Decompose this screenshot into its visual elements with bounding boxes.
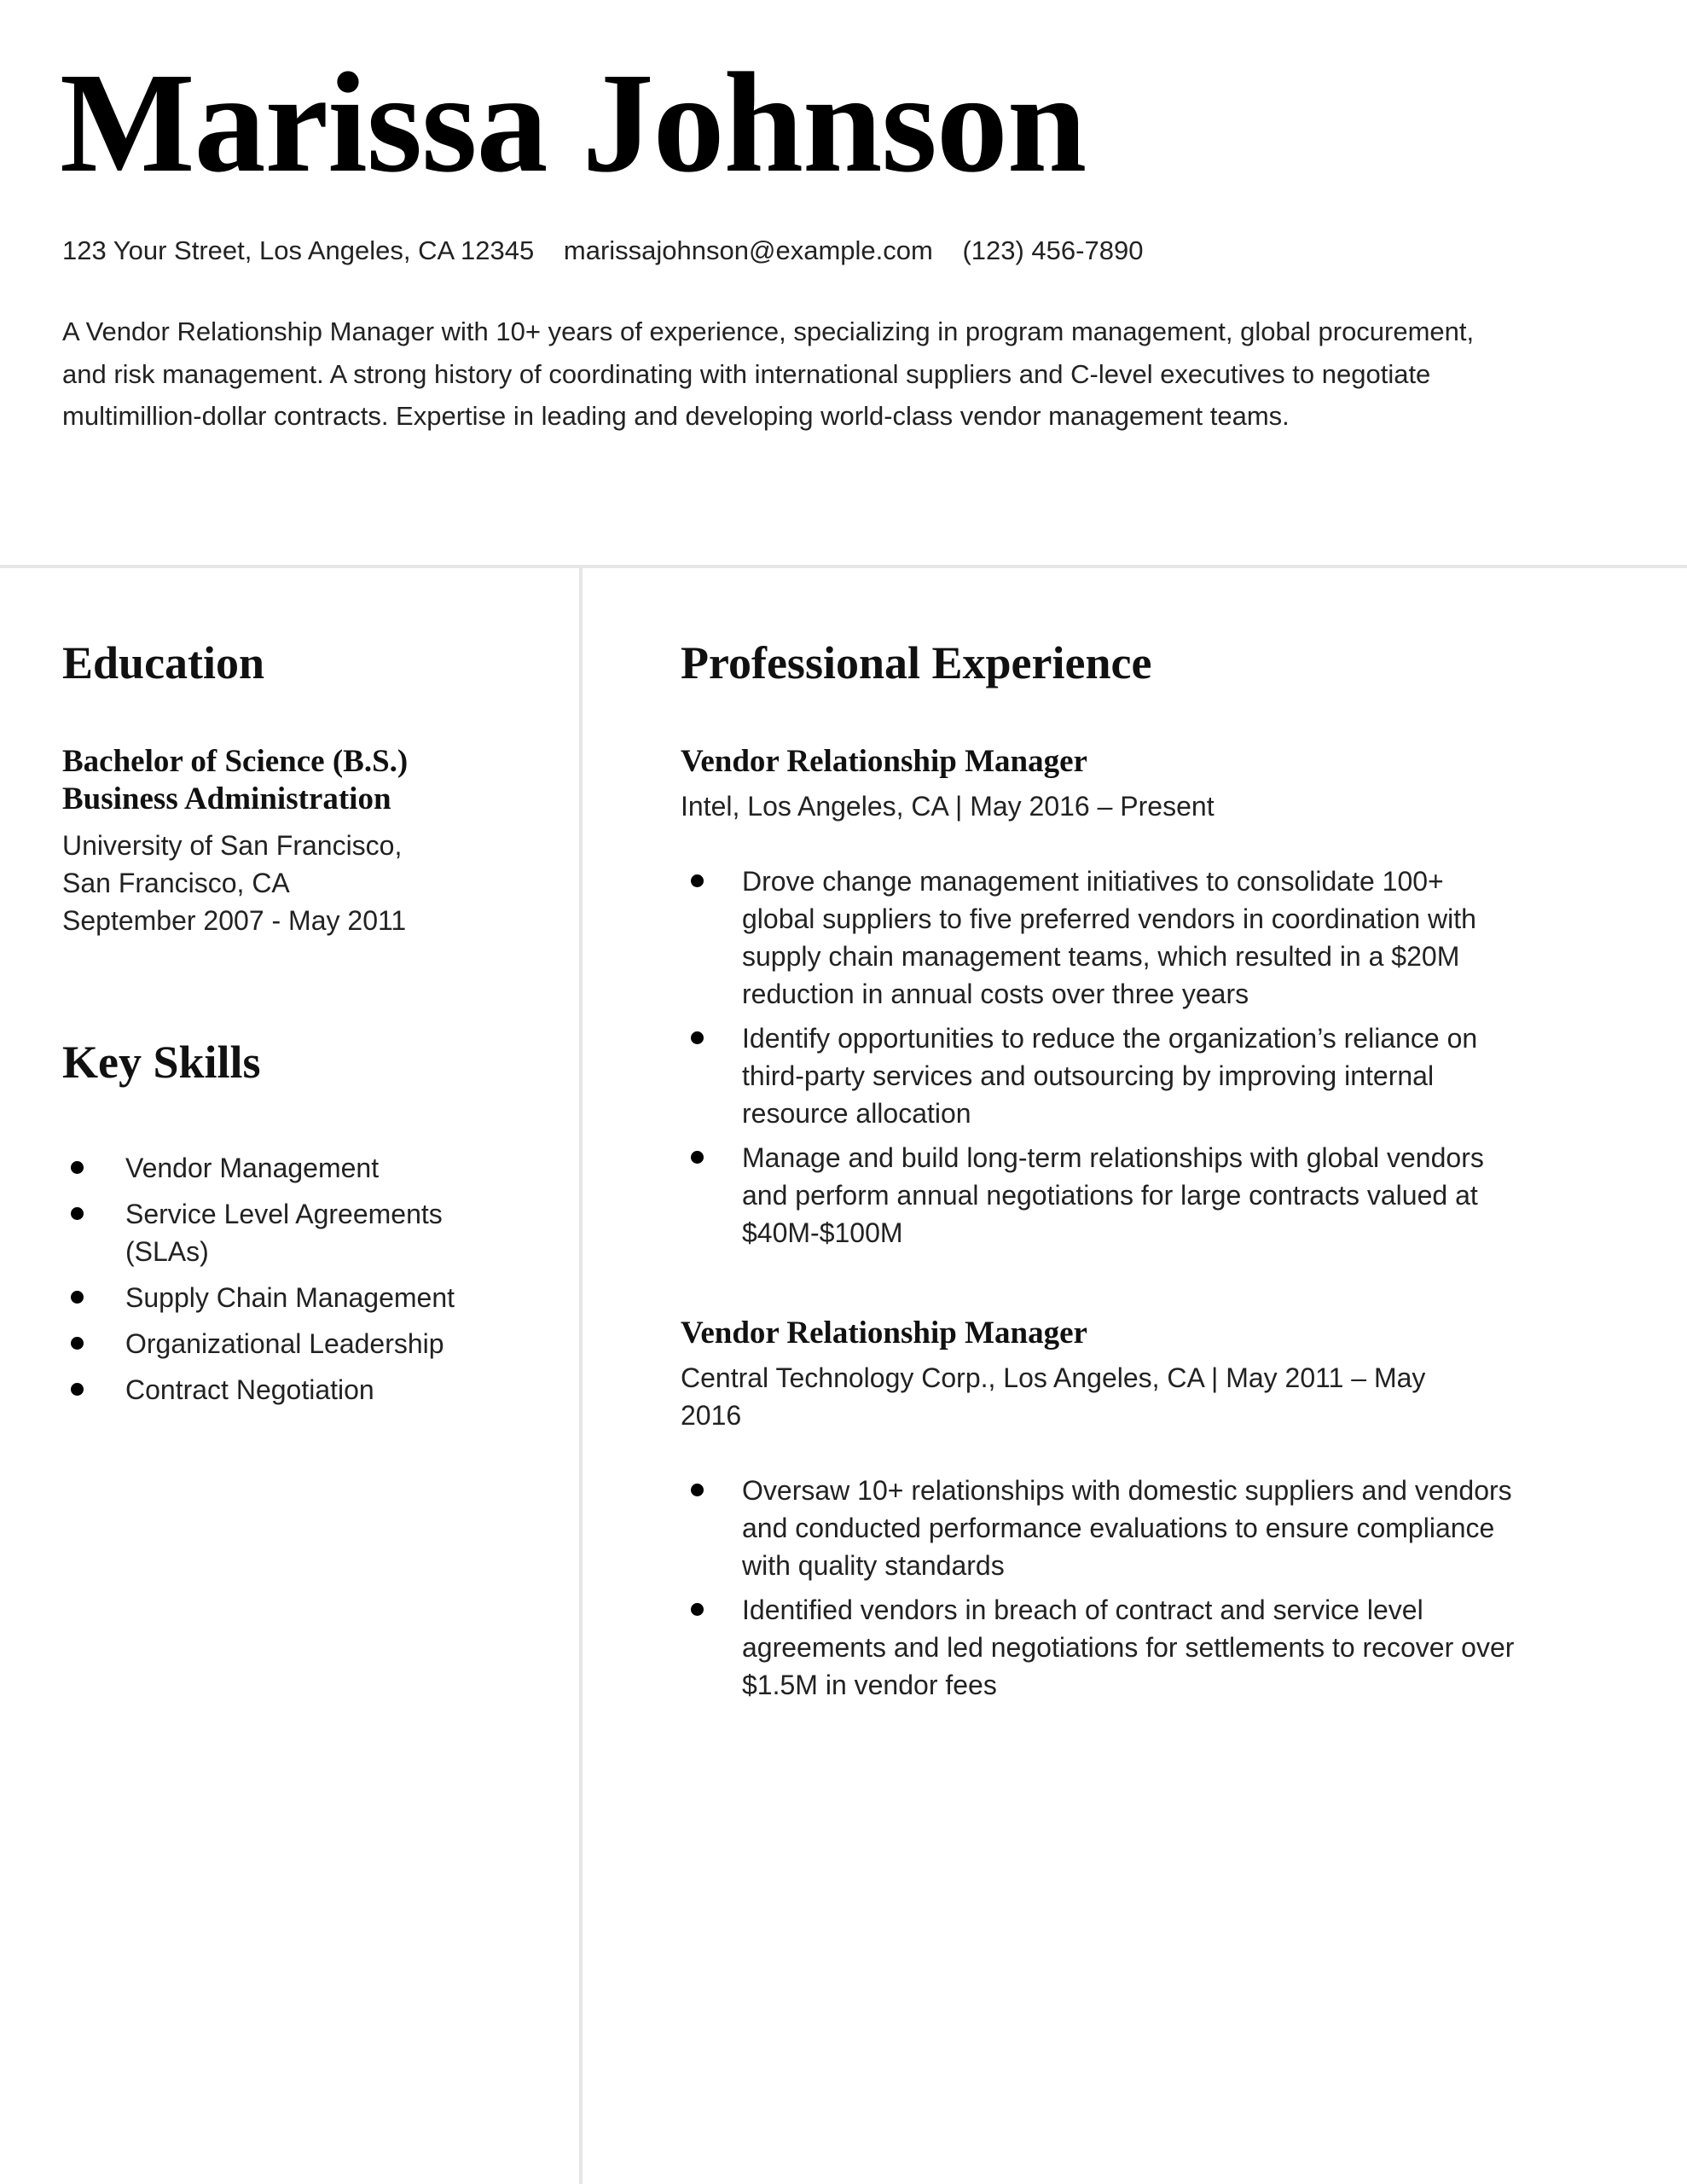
job-bullet: Identified vendors in breach of contract and service level agreements and led negotiations for settlements to recover over $1.5M in vendor fees bbox=[681, 1591, 1518, 1704]
skill-item: Supply Chain Management bbox=[62, 1279, 506, 1316]
job-title: Vendor Relationship Manager bbox=[681, 744, 1087, 779]
school: University of San Francisco, bbox=[62, 830, 403, 861]
skills-heading: Key Skills bbox=[62, 1037, 261, 1088]
job-bullets bbox=[681, 1472, 1533, 1704]
job-bullets bbox=[681, 863, 1533, 1252]
bullet-icon bbox=[71, 1383, 84, 1396]
contact-line bbox=[62, 235, 1165, 266]
bullet-icon bbox=[71, 1207, 84, 1220]
skill-item: Organizational Leadership bbox=[62, 1325, 506, 1362]
column-divider bbox=[579, 568, 583, 2184]
bullet-icon bbox=[691, 874, 704, 887]
job-bullet: Oversaw 10+ relationships with domestic suppliers and vendors and conducted performance evaluations to ensure compliance with quality standards bbox=[681, 1472, 1518, 1584]
bullet-icon bbox=[691, 1603, 704, 1616]
bullet-icon bbox=[71, 1291, 84, 1304]
summary: A Vendor Relationship Manager with 10+ years of experience, specializing in program management, global procurement, and risk management. A strong history of coordinating with international suppliers and C-level executives to negotiate multimillion-dollar contracts. Expertise in leading and developing world-class vendor management teams. bbox=[62, 317, 1475, 431]
phone: (123) 456-7890 bbox=[962, 235, 1144, 265]
degree: Bachelor of Science (B.S.) bbox=[62, 744, 409, 779]
education-entry bbox=[62, 743, 540, 939]
job-title: Vendor Relationship Manager bbox=[681, 1316, 1087, 1350]
job-bullet: Manage and build long-term relationships with global vendors and perform annual negotiations for large contracts valued at $40M-$100M bbox=[681, 1139, 1518, 1252]
job-entry bbox=[681, 743, 1533, 1258]
education-heading: Education bbox=[62, 637, 265, 688]
major: Business Administration bbox=[62, 781, 391, 816]
job-bullet: Drove change management initiatives to consolidate 100+ global suppliers to five preferred vendors in coordination with supply chain management teams, which resulted in a $20M reduction in annual costs over three years bbox=[681, 863, 1518, 1013]
job-bullet: Identify opportunities to reduce the organization’s reliance on third-party services and outsourcing by improving internal resource allocation bbox=[681, 1019, 1518, 1132]
school-location: San Francisco, CA bbox=[62, 868, 290, 898]
horizontal-divider bbox=[0, 565, 1687, 568]
candidate-name: Marissa Johnson bbox=[60, 44, 1087, 202]
job-meta: Central Technology Corp., Los Angeles, CA | May 2011 – May 2016 bbox=[681, 1362, 1426, 1431]
skill-item: Service Level Agreements (SLAs) bbox=[62, 1195, 506, 1270]
skill-item: Vendor Management bbox=[62, 1149, 506, 1187]
email: marissajohnson@example.com bbox=[563, 235, 933, 265]
bullet-icon bbox=[691, 1031, 704, 1044]
skill-item: Contract Negotiation bbox=[62, 1371, 506, 1409]
bullet-icon bbox=[71, 1161, 84, 1174]
experience-heading: Professional Experience bbox=[681, 637, 1152, 688]
bullet-icon bbox=[71, 1337, 84, 1350]
skills-list bbox=[62, 1149, 506, 1417]
job-entry bbox=[681, 1315, 1533, 1711]
bullet-icon bbox=[691, 1151, 704, 1164]
address: 123 Your Street, Los Angeles, CA 12345 bbox=[62, 235, 535, 265]
education-dates: September 2007 - May 2011 bbox=[62, 905, 407, 936]
job-meta: Intel, Los Angeles, CA | May 2016 – Present bbox=[681, 791, 1215, 822]
bullet-icon bbox=[691, 1484, 704, 1496]
